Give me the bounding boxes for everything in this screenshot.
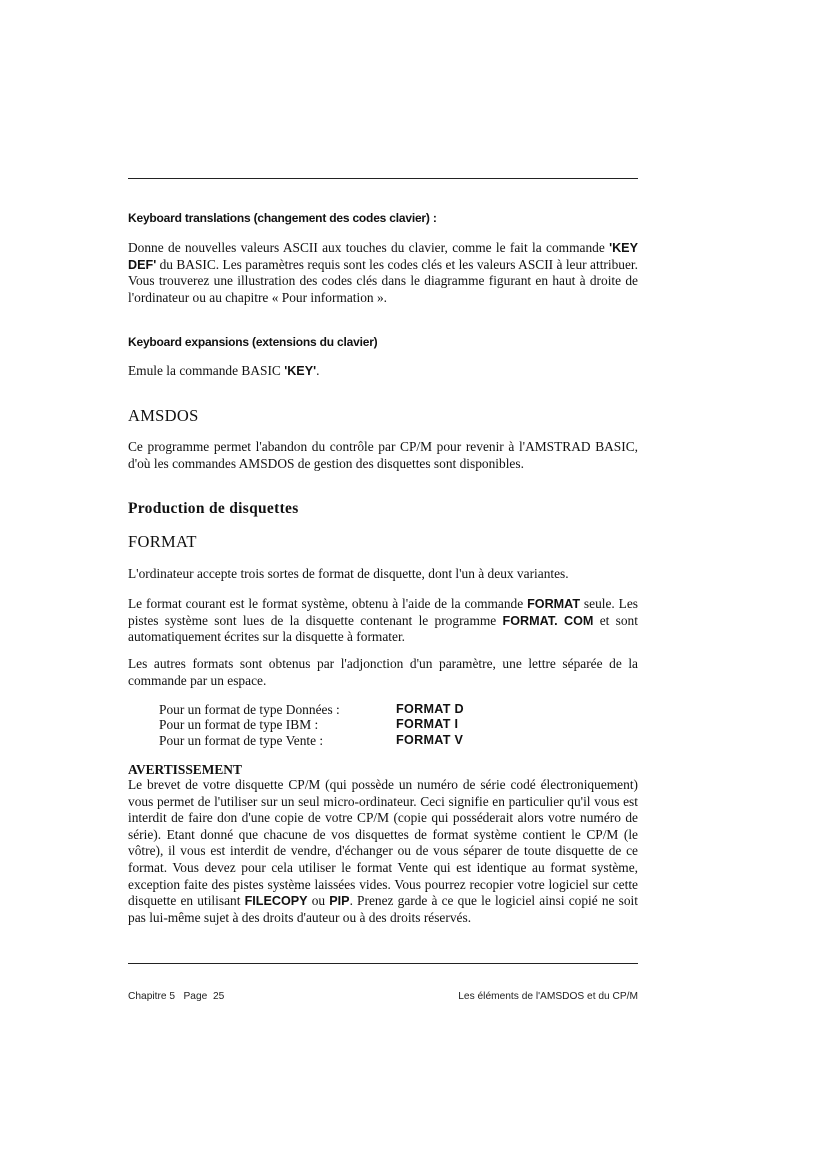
kb-expansions-text-b: . bbox=[316, 363, 320, 378]
kb-expansions-paragraph-block bbox=[128, 363, 638, 380]
format-com-filename: FORMAT. COM bbox=[502, 613, 594, 628]
warning-block bbox=[128, 762, 638, 926]
kb-translations-paragraph bbox=[128, 240, 638, 306]
kb-expansions-section bbox=[128, 335, 638, 349]
format-paragraph-1: L'ordinateur accepte trois sortes de format de disquette, dont l'un à deux variantes. bbox=[128, 566, 569, 581]
format-paragraph-2 bbox=[128, 596, 638, 646]
production-title: Production de disquettes bbox=[128, 500, 299, 517]
warning-paragraph bbox=[128, 777, 638, 926]
amsdos-paragraph: Ce programme permet l'abandon du contrôle par CP/M pour revenir à l'AMSTRAD BASIC, d'où les commandes AMSDOS de gestion des disquettes sont disponibles. bbox=[128, 439, 638, 471]
key-command: 'KEY' bbox=[284, 364, 317, 378]
production-section bbox=[128, 500, 638, 518]
filecopy-command: FILECOPY bbox=[244, 894, 308, 909]
warning-text-c: . Prenez garde à ce que le logiciel ainsi copié ne soit pas lui-même sujet à des droits d'auteur ou à des droits réservés. bbox=[128, 893, 638, 925]
kb-translations-heading: Keyboard translations (changement des codes clavier) : bbox=[128, 211, 437, 225]
format-option-row bbox=[159, 733, 579, 748]
document-page bbox=[128, 0, 638, 1169]
footer-page-number: Chapitre 5 Page 25 bbox=[128, 991, 225, 1002]
format-paragraph-3-block bbox=[128, 656, 638, 689]
format-p2-text-b: seule. Les pistes système sont lues de la disquette contenant le programme bbox=[128, 596, 638, 628]
format-command: FORMAT bbox=[527, 597, 581, 611]
warning-title: AVERTISSEMENT bbox=[128, 762, 242, 777]
format-p2-text-a: Le format courant est le format système, obtenu à l'aide de la commande bbox=[128, 596, 528, 611]
footer-chapter-title: Les éléments de l'AMSDOS et du CP/M bbox=[458, 991, 638, 1002]
kb-translations-paragraph-block bbox=[128, 240, 638, 306]
format-section bbox=[128, 532, 638, 552]
warning-text-b: ou bbox=[307, 893, 330, 909]
key-def-command: 'KEY DEF' bbox=[128, 241, 638, 272]
bottom-rule bbox=[128, 963, 638, 964]
kb-expansions-heading: Keyboard expansions (extensions du clavier) bbox=[128, 335, 378, 349]
amsdos-section bbox=[128, 406, 638, 426]
format-option-label: Pour un format de type IBM : bbox=[159, 717, 319, 733]
format-paragraph-2-block bbox=[128, 596, 638, 646]
amsdos-title: AMSDOS bbox=[128, 406, 199, 425]
amsdos-paragraph-block bbox=[128, 439, 638, 472]
format-options-table bbox=[159, 702, 579, 748]
format-option-row bbox=[159, 702, 579, 717]
format-paragraph-1-block bbox=[128, 566, 638, 583]
format-option-command: FORMAT V bbox=[396, 732, 464, 747]
kb-translations-text-a: Donne de nouvelles valeurs ASCII aux touches du clavier, comme le fait la commande bbox=[128, 240, 605, 255]
top-rule bbox=[128, 178, 638, 179]
format-option-label: Pour un format de type Vente : bbox=[159, 732, 324, 748]
warning-text-a: Le brevet de votre disquette CP/M (qui possède un numéro de série codé électroniquement) vous permet de l'utiliser sur un seul micro-ordinateur. Ceci signifie en particulier qu'il vous est interdit de faire don d'une copie de votre CP/M (copie qui posséderait alors votre numéro de série). Etant donné que chacune de vos disquettes de format système contient le CP/M (le vôtre), il vous est interdit de vendre, d'échanger ou de vous séparer de toute disquette de ce format. Vous devez pour cela utiliser le format Vente qui est identique au format système, exception faite des pistes système laissées vides. Vous pourrez recopier votre logiciel sur cette disquette en utilisant bbox=[128, 777, 638, 909]
format-p2-text-c: et sont automatiquement écrites sur la disquette à formater. bbox=[128, 612, 638, 645]
pip-command: PIP bbox=[329, 894, 350, 909]
kb-translations-section bbox=[128, 211, 638, 225]
kb-expansions-paragraph bbox=[128, 363, 638, 380]
kb-translations-text-b: du BASIC. Les paramètres requis sont les codes clés et les valeurs ASCII à leur attribuer. Vous trouverez une illustration des codes clés dans le diagramme figurant en haut à droite de l'ordinateur ou au chapitre « Pour information ». bbox=[128, 256, 638, 305]
format-paragraph-3: Les autres formats sont obtenus par l'adjonction d'un paramètre, une lettre séparée de la commande par un espace. bbox=[128, 656, 638, 688]
kb-expansions-text-a: Emule la commande BASIC bbox=[128, 363, 285, 378]
format-title: FORMAT bbox=[128, 532, 197, 551]
format-option-command: FORMAT I bbox=[396, 717, 459, 732]
format-option-command: FORMAT D bbox=[396, 702, 464, 716]
format-option-label: Pour un format de type Données : bbox=[159, 702, 340, 717]
format-option-row bbox=[159, 717, 579, 732]
